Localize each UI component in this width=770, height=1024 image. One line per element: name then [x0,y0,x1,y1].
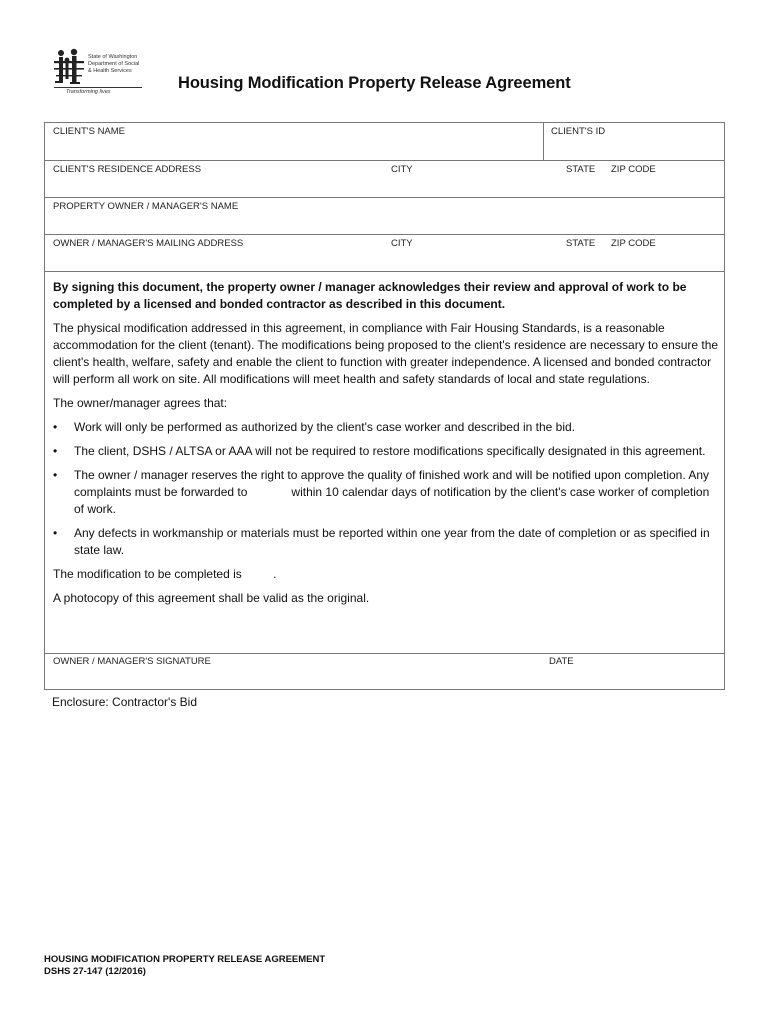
owner-name-field[interactable]: PROPERTY OWNER / MANAGER'S NAME [53,201,239,212]
footer-form-title: HOUSING MODIFICATION PROPERTY RELEASE AGREEMENT [44,954,326,965]
owner-address-field[interactable]: OWNER / MANAGER'S MAILING ADDRESS [53,238,244,249]
dshs-logo [52,48,144,100]
bullet-text: Work will only be performed as authorized by the client's case worker and described in the bid. [74,420,575,434]
form-footer [44,954,325,978]
logo-line-1: State of Washington [88,54,138,60]
logo-agency-text [88,54,148,75]
agrees-heading: The owner/manager agrees that: [53,396,228,410]
logo-divider [54,87,142,88]
list-item [53,419,721,436]
bullet-icon: • [53,420,58,434]
bullet-icon: • [53,526,58,540]
bullet-text: within 10 calendar days of notification by the client's case worker of completion of work. [74,485,710,516]
row-client-address [45,161,724,198]
page-title: Housing Modification Property Release Agreement [178,74,571,92]
footer-form-number: DSHS 27-147 (12/2016) [44,966,146,977]
owner-city-field[interactable]: CITY [391,238,413,249]
logo-tagline: Transforming lives [66,89,111,95]
dshs-figures-icon [52,48,86,86]
bullet-text: Any defects in workmanship or materials must be reported within one year from the date of completion or as specified in state law. [74,526,710,557]
client-name-field[interactable]: CLIENT'S NAME [53,126,126,137]
modification-label: The modification to be completed is [53,567,242,581]
client-state-field[interactable]: STATE [566,164,596,175]
date-field[interactable]: DATE [549,656,574,667]
photocopy-note: A photocopy of this agreement shall be valid as the original. [53,591,370,605]
enclosure-note: Enclosure: Contractor's Bid [52,695,198,709]
bullet-text: The client, DSHS / ALTSA or AAA will not be required to restore modifications specifically designated in this agreement. [74,444,706,458]
row-signature [45,653,724,690]
owner-state-field[interactable]: STATE [566,238,596,249]
column-divider [543,123,544,160]
row-client-name [45,123,724,161]
bullet-icon: • [53,468,58,482]
bullet-icon: • [53,444,58,458]
client-city-field[interactable]: CITY [391,164,413,175]
agreement-text [53,279,721,607]
bullet-text: The owner / manager reserves the right to approve the quality of finished work and will be notified upon completion. [74,468,686,482]
agreement-paragraph: The physical modification addressed in this agreement, in compliance with Fair Housing Standards, is a reasonable accommodation for the client (tenant). The modifications being proposed to the client's residence are necessary to ensure the client's health, welfare, safety and enable the client to function with greater independence. A licensed and bonded contractor will perform all work on site. All modifications will meet health and safety standards of local and state regulations. [53,321,719,386]
client-address-field[interactable]: CLIENT'S RESIDENCE ADDRESS [53,164,202,175]
client-id-field[interactable]: CLIENT'S ID [551,126,606,137]
logo-line-3: & Health Services [88,68,132,74]
modification-line [53,566,721,583]
owner-signature-field[interactable]: OWNER / MANAGER'S SIGNATURE [53,656,211,667]
client-zip-field[interactable]: ZIP CODE [611,164,656,175]
agreement-intro: By signing this document, the property owner / manager acknowledges their review and approval of work to be completed by a licensed and bonded contractor as described in this document. [53,280,687,311]
modification-period: . [273,567,277,581]
form-box [44,122,725,690]
logo-line-2: Department of Social [88,61,140,67]
list-item [53,467,721,518]
list-item [53,525,721,559]
owner-zip-field[interactable]: ZIP CODE [611,238,656,249]
bullet-text: Any complaints must be forwarded to [74,468,710,499]
list-item [53,443,721,460]
row-owner-name [45,198,724,235]
agreement-bullets [53,419,721,559]
row-owner-address [45,235,724,272]
